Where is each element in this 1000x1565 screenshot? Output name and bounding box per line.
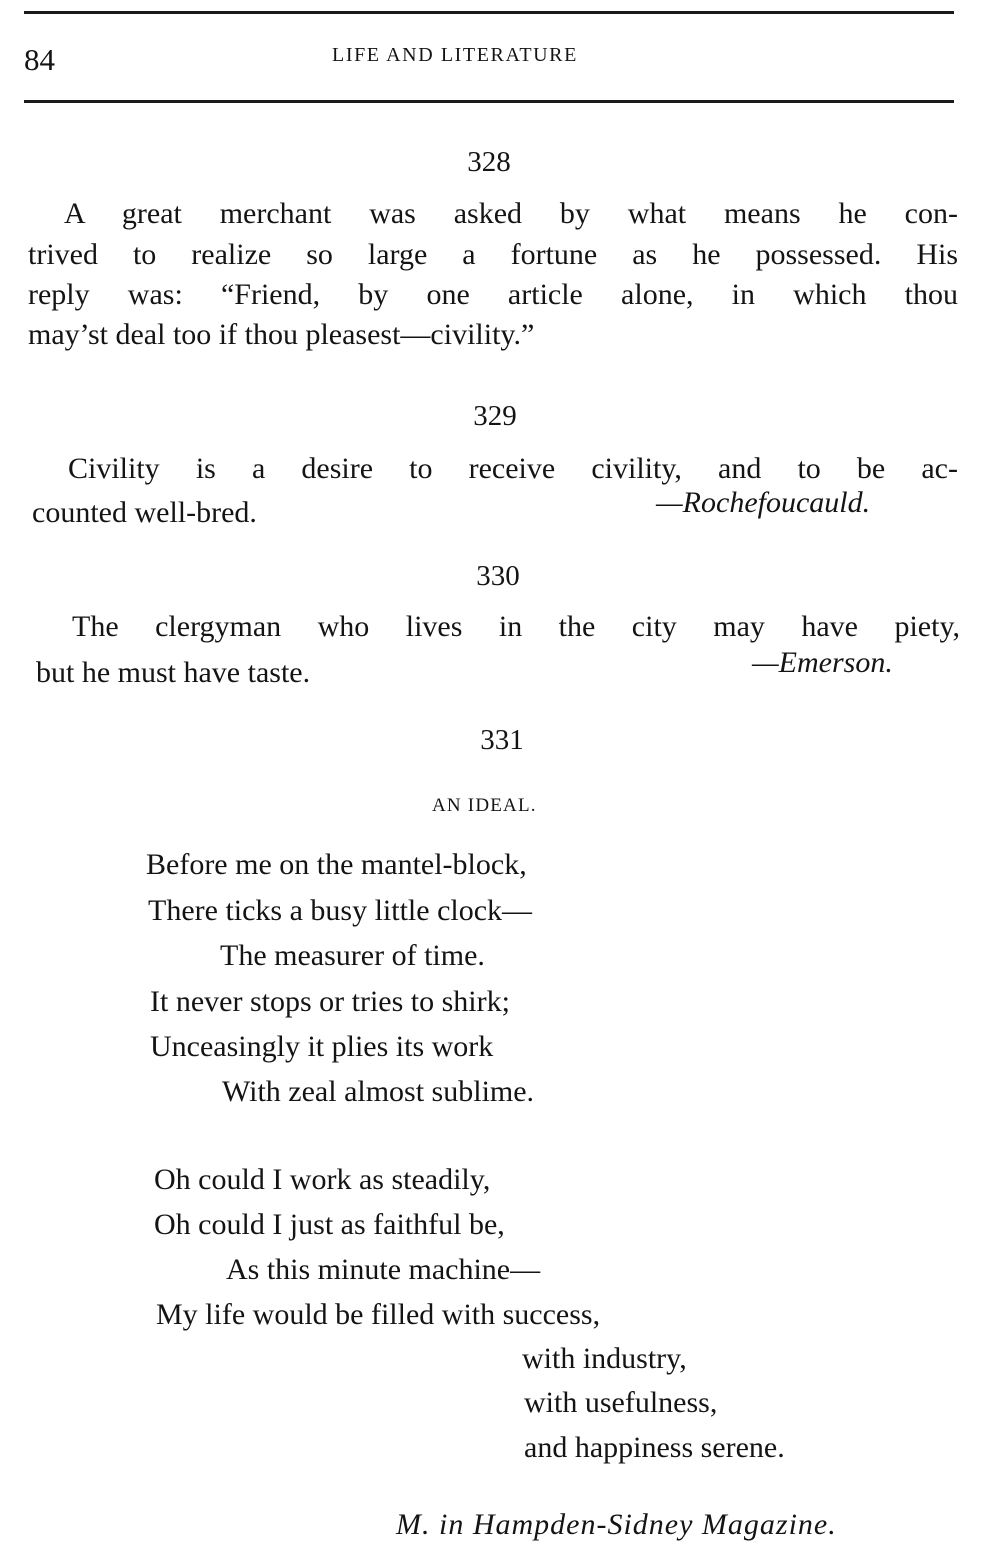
entry-number-328: 328 — [467, 146, 511, 178]
poem-line: with usefulness, — [524, 1386, 718, 1419]
poem-line: With zeal almost sublime. — [222, 1075, 535, 1108]
running-title: LIFE AND LITERATURE — [332, 44, 578, 66]
poem-line: Oh could I work as steadily, — [154, 1163, 491, 1196]
entry-328-line-2: trived to realize so large a fortune as he possessed. His — [28, 238, 958, 271]
page-number: 84 — [24, 42, 55, 77]
poem-line: It never stops or tries to shirk; — [150, 985, 510, 1018]
header-rule — [24, 100, 954, 103]
entry-330-attribution: —Emerson. — [752, 646, 893, 679]
poem-line: Before me on the mantel-block, — [146, 848, 527, 881]
entry-329-attribution: —Rochefoucauld. — [656, 486, 871, 519]
poem-line: with industry, — [522, 1342, 687, 1375]
poem-line: There ticks a busy little clock— — [148, 894, 533, 927]
entry-328-line-1: A great merchant was asked by what means he con- — [64, 197, 958, 230]
poem-title: AN IDEAL. — [432, 795, 537, 816]
entry-330-line-1: The clergyman who lives in the city may have piety, — [72, 610, 960, 643]
poem-line: As this minute machine— — [226, 1253, 541, 1286]
poem-line: and happiness serene. — [524, 1431, 785, 1464]
entry-329-line-2: counted well-bred. — [32, 496, 257, 529]
poem-line: My life would be filled with success, — [156, 1298, 601, 1331]
top-rule — [24, 11, 954, 14]
entry-number-329: 329 — [473, 400, 517, 432]
poem-line: The measurer of time. — [220, 939, 485, 972]
poem-attribution: M. in Hampden-Sidney Magazine. — [396, 1508, 837, 1541]
poem-line: Oh could I just as faithful be, — [154, 1208, 505, 1241]
entry-328-line-4: may’st deal too if thou pleasest—civility.” — [28, 318, 535, 351]
entry-number-330: 330 — [476, 560, 520, 592]
entry-328-line-3: reply was: “Friend, by one article alone, in which thou — [28, 278, 958, 311]
poem-line: Unceasingly it plies its work — [150, 1030, 494, 1063]
entry-330-line-2: but he must have taste. — [36, 656, 311, 689]
entry-329-line-1: Civility is a desire to receive civility, and to be ac- — [68, 452, 958, 485]
entry-number-331: 331 — [480, 724, 524, 756]
